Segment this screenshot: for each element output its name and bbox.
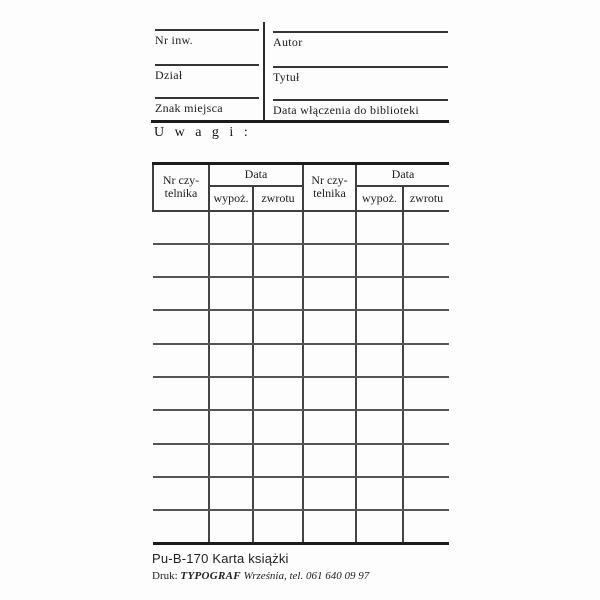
loan-table-row [153,310,449,343]
loan-table-empty-cell [303,477,356,510]
loan-table-row [153,410,449,443]
write-line [273,66,448,68]
loan-table-empty-cell [356,211,403,244]
loan-table-empty-cell [303,410,356,443]
loan-table-row [153,277,449,310]
loan-table-empty-cell [209,510,253,544]
loan-table-empty-cell [209,477,253,510]
field-label-autor: Autor [273,35,303,49]
loan-table-empty-cell [356,310,403,343]
loan-table-empty-cell [153,377,209,410]
loan-table-empty-cell [209,277,253,310]
loan-table-row [153,377,449,410]
loan-table [152,162,449,545]
header-reader-line1: Nr czy- [162,173,200,188]
loan-table-empty-cell [209,444,253,477]
loan-table-empty-cell [209,310,253,343]
write-line [273,99,448,101]
loan-table-empty-cell [253,344,303,377]
field-dzial [155,64,259,82]
loan-table-empty-cell [253,244,303,277]
loan-table-empty-cell [403,244,449,277]
loan-table-empty-cell [303,211,356,244]
loan-table-row [153,477,449,510]
loan-table-empty-cell [403,211,449,244]
loan-table-empty-cell [153,211,209,244]
loan-table-empty-cell [253,310,303,343]
header-reader-line2: telnika [164,186,198,201]
loan-table-empty-cell [153,444,209,477]
loan-table-row [153,244,449,277]
loan-table-empty-cell [209,244,253,277]
write-line [273,31,448,33]
loan-table-empty-cell [303,444,356,477]
table-header-row-1 [153,164,449,186]
loan-table-empty-cell [303,377,356,410]
loan-table-empty-cell [403,310,449,343]
header-wypoz-2: wypoż. [356,186,403,211]
loan-table-empty-cell [403,344,449,377]
loan-table-empty-cell [253,410,303,443]
print-details: Września, tel. 061 640 09 97 [243,570,370,582]
print-prefix: Druk: [152,570,178,582]
loan-table-empty-cell [209,344,253,377]
section-heavy-rule [151,120,449,123]
header-reader-number-2 [303,164,356,211]
loan-table-empty-cell [356,510,403,544]
field-autor [273,31,448,49]
loan-table-row [153,444,449,477]
header-reader-number-1 [153,164,209,211]
field-label-dzial: Dział [155,68,183,82]
printer-name: TYPOGRAF [180,570,241,582]
loan-table-empty-cell [153,277,209,310]
loan-table-empty-cell [303,277,356,310]
field-label-data-wlaczenia: Data włączenia do biblioteki [273,103,420,117]
header-reader-line1: Nr czy- [311,173,348,188]
loan-table-empty-cell [303,510,356,544]
loan-table-row [153,344,449,377]
loan-table-body [153,211,449,544]
loan-table-empty-cell [403,510,449,544]
field-label-znak-miejsca: Znak miejsca [155,101,223,115]
field-label-tytul: Tytuł [273,70,300,84]
field-nr-inw [155,29,259,47]
field-tytul [273,66,448,84]
header-zwrotu-2: zwrotu [403,186,449,211]
loan-table-empty-cell [253,377,303,410]
loan-table-head [153,164,449,211]
write-line [155,64,259,66]
field-znak-miejsca [155,97,259,115]
loan-table-empty-cell [153,410,209,443]
loan-table-empty-cell [209,377,253,410]
loan-table-empty-cell [356,344,403,377]
uwagi-label: U w a g i : [154,125,252,140]
loan-table-empty-cell [356,444,403,477]
loan-table-empty-cell [209,410,253,443]
field-data-wlaczenia [273,99,448,117]
header-wypoz-1: wypoż. [209,186,253,211]
loan-table-empty-cell [403,377,449,410]
loan-table-empty-cell [303,244,356,277]
printer-info [152,570,369,582]
loan-table-empty-cell [356,277,403,310]
loan-table-empty-cell [356,410,403,443]
column-divider-line [263,22,265,122]
loan-table-empty-cell [209,211,253,244]
loan-table-empty-cell [253,277,303,310]
loan-table-empty-cell [253,477,303,510]
write-line [155,29,259,31]
loan-table-empty-cell [303,344,356,377]
header-data-1: Data [209,164,303,186]
form-code: Pu-B-170 Karta książki [152,551,289,566]
loan-table-empty-cell [153,310,209,343]
loan-table-empty-cell [153,510,209,544]
loan-table-row [153,510,449,544]
header-data-2: Data [356,164,449,186]
write-line [155,97,259,99]
loan-table-empty-cell [153,344,209,377]
field-label-nr-inw: Nr inw. [155,33,193,47]
loan-table-empty-cell [403,410,449,443]
loan-table-row [153,211,449,244]
loan-table-empty-cell [356,377,403,410]
loan-table-empty-cell [356,244,403,277]
loan-table-empty-cell [356,477,403,510]
loan-table-empty-cell [403,277,449,310]
loan-table-empty-cell [153,477,209,510]
loan-table-empty-cell [403,477,449,510]
header-reader-line2: telnika [313,186,346,201]
loan-table-empty-cell [253,444,303,477]
loan-table-empty-cell [303,310,356,343]
header-zwrotu-1: zwrotu [253,186,303,211]
loan-table-empty-cell [153,244,209,277]
loan-table-empty-cell [253,510,303,544]
loan-table-empty-cell [403,444,449,477]
loan-table-empty-cell [253,211,303,244]
